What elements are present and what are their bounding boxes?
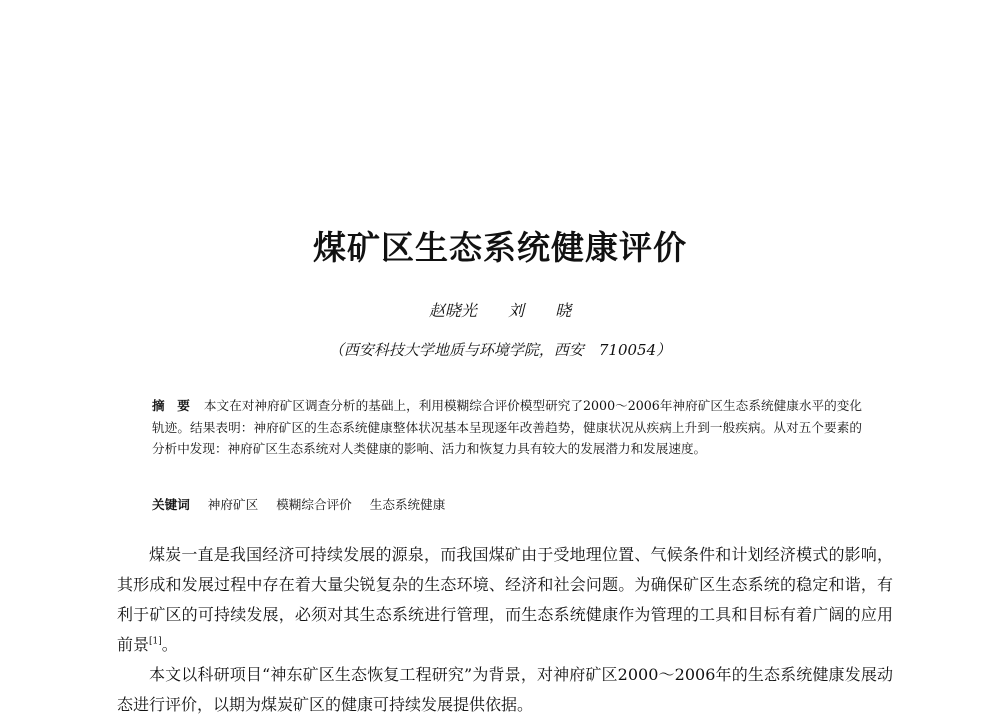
author-name: 刘 晓	[508, 301, 572, 320]
keyword: 生态系统健康	[369, 497, 446, 512]
citation-marker: [1]	[149, 636, 162, 647]
paragraph-end: 。	[161, 635, 178, 654]
keyword: 神府矿区	[207, 497, 259, 512]
abstract-label: 摘 要	[152, 398, 190, 413]
paragraph-text: 煤炭一直是我国经济可持续发展的源泉，而我国煤矿由于受地理位置、气候条件和计划经济模式的影响，其形成和发展过程中存在着大量尖锐复杂的生态环境、经济和社会问题。为确保矿区生态系统的稳定和谐，有利于矿区的可持续发展，必须对其生态系统进行管理，而生态系统健康作为管理的工具和目标有着广阔的应用前景	[117, 545, 893, 654]
keywords-label: 关键词	[152, 497, 190, 512]
paragraph-text: 本文以科研项目“神东矿区生态恢复工程研究”为背景，对神府矿区2000～2006年的生态系统健康发展动态进行评价，以期为煤炭矿区的健康可持续发展提供依据。	[117, 665, 893, 714]
keywords	[152, 494, 862, 515]
abstract	[152, 395, 862, 460]
abstract-text: 本文在对神府矿区调查分析的基础上，利用模糊综合评价模型研究了2000～2006年神府矿区生态系统健康水平的变化轨迹。结果表明：神府矿区的生态系统健康整体状况基本呈现逐年改善趋势，健康状况从疾病上升到一般疾病。从对五个要素的分析中发现：神府矿区生态系统对人类健康的影响、活力和恢复力具有较大的发展潜力和发展速度。	[152, 398, 863, 456]
body-paragraph	[117, 540, 893, 660]
author-affiliation: （西安科技大学地质与环境学院，西安 710054）	[328, 341, 672, 359]
body-paragraph	[117, 660, 893, 720]
body-text	[117, 540, 893, 720]
paper-title: 煤矿区生态系统健康评价	[313, 228, 687, 267]
author-name: 赵晓光	[428, 301, 477, 320]
author-list	[0, 298, 1000, 321]
keyword: 模糊综合评价	[276, 497, 352, 512]
